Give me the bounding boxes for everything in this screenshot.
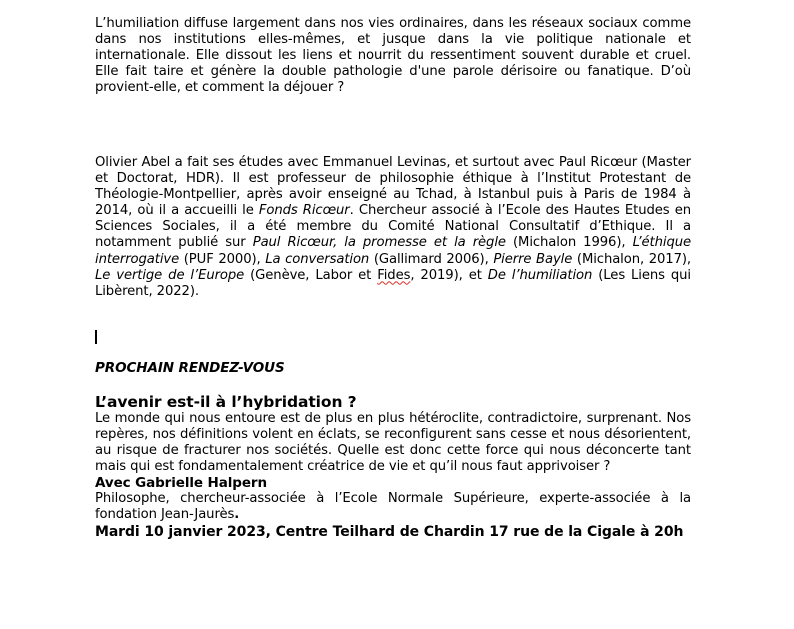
- intro-section: [95, 16, 691, 96]
- next-heading-section: [95, 360, 691, 376]
- bio-text-7: (Genève, Labor et: [244, 267, 378, 283]
- intro-paragraph: L’humiliation diffuse largement dans nos vies ordinaires, dans les réseaux sociaux comme dans nos institutions elles-mêmes, et jusque dans la vie politique nationale et internationale. Elle dissout les liens et nourrit du ressentiment souvent durable et cruel. Elle fait taire et génère la double pathologie d'une parole dérisoire ou fanatique. D’où provient-elle, et comment la déjouer ?: [95, 16, 691, 96]
- bio-book-3: La conversation: [265, 251, 370, 267]
- bio-text-5: (Gallimard 2006),: [369, 251, 494, 267]
- bio-book-4: Pierre Bayle: [493, 251, 573, 267]
- bio-text-6: (Michalon, 2017),: [572, 251, 691, 267]
- bio-paragraph: [95, 155, 691, 300]
- bio-text-4: (PUF 2000),: [179, 251, 266, 267]
- speaker-bio-text: Philosophe, chercheur-associée à l’Ecole Normale Supérieure, experte-associée à la fondation Jean-Jaurès: [95, 491, 691, 523]
- next-event-description: Le monde qui nous entoure est de plus en plus hétéroclite, contradictoire, surprenant. Nos repères, nos définitions volent en éclats, se reconfigurent sans cesse et nous désorientent, au risque de fracturer nos sociétés. Quelle est donc cette force qui nous déconcerte tant mais qui est fondamentalement créatrice de vie et qu’il nous faut apprivoiser ?: [95, 411, 691, 475]
- bio-book-1: Paul Ricœur, la promesse et la règle: [252, 235, 506, 251]
- bio-fonds-ricoeur: Fonds Ricœur: [258, 203, 350, 219]
- speaker-bio-period: .: [234, 507, 240, 523]
- bio-text-8: , 2019), et: [410, 267, 488, 283]
- bio-fides-spellcheck[interactable]: Fides: [377, 267, 411, 283]
- bio-book-5: Le vertige de l’Europe: [95, 267, 245, 283]
- text-cursor: [95, 330, 97, 344]
- bio-book-2: L’éthique interrogative: [95, 235, 691, 267]
- next-event-section: [95, 393, 691, 540]
- bio-text-2: . Chercheur associé à l’Ecole des Hautes Etudes en Sciences Sociales, il a été membre du Comité National Consultatif d’Ethique. Il a notamment publié sur: [95, 203, 691, 251]
- bio-section: [95, 155, 691, 300]
- next-event-title: L’avenir est-il à l’hybridation ?: [95, 393, 357, 411]
- bio-text-3: (Michalon 1996),: [505, 235, 633, 251]
- bio-text-9: (Les Liens qui Libèrent, 2022).: [95, 267, 691, 299]
- bio-text-1: Olivier Abel a fait ses études avec Emmanuel Levinas, et surtout avec Paul Ricœur (Master et Doctorat, HDR). Il est professeur de philosophie éthique à l’Institut Protestant de Théologie-Montpellier, après avoir enseigné au Tchad, à Istanbul puis à Paris de 1984 à 2014, où il a accueilli le: [95, 155, 691, 219]
- next-event-heading: PROCHAIN RENDEZ-VOUS: [95, 360, 285, 376]
- bio-book-6: De l’humiliation: [487, 267, 593, 283]
- next-event-speaker-bio: [95, 491, 691, 523]
- next-event-date-place: Mardi 10 janvier 2023, Centre Teilhard de Chardin 17 rue de la Cigale à 20h: [95, 523, 684, 540]
- next-event-speaker: Avec Gabrielle Halpern: [95, 475, 267, 492]
